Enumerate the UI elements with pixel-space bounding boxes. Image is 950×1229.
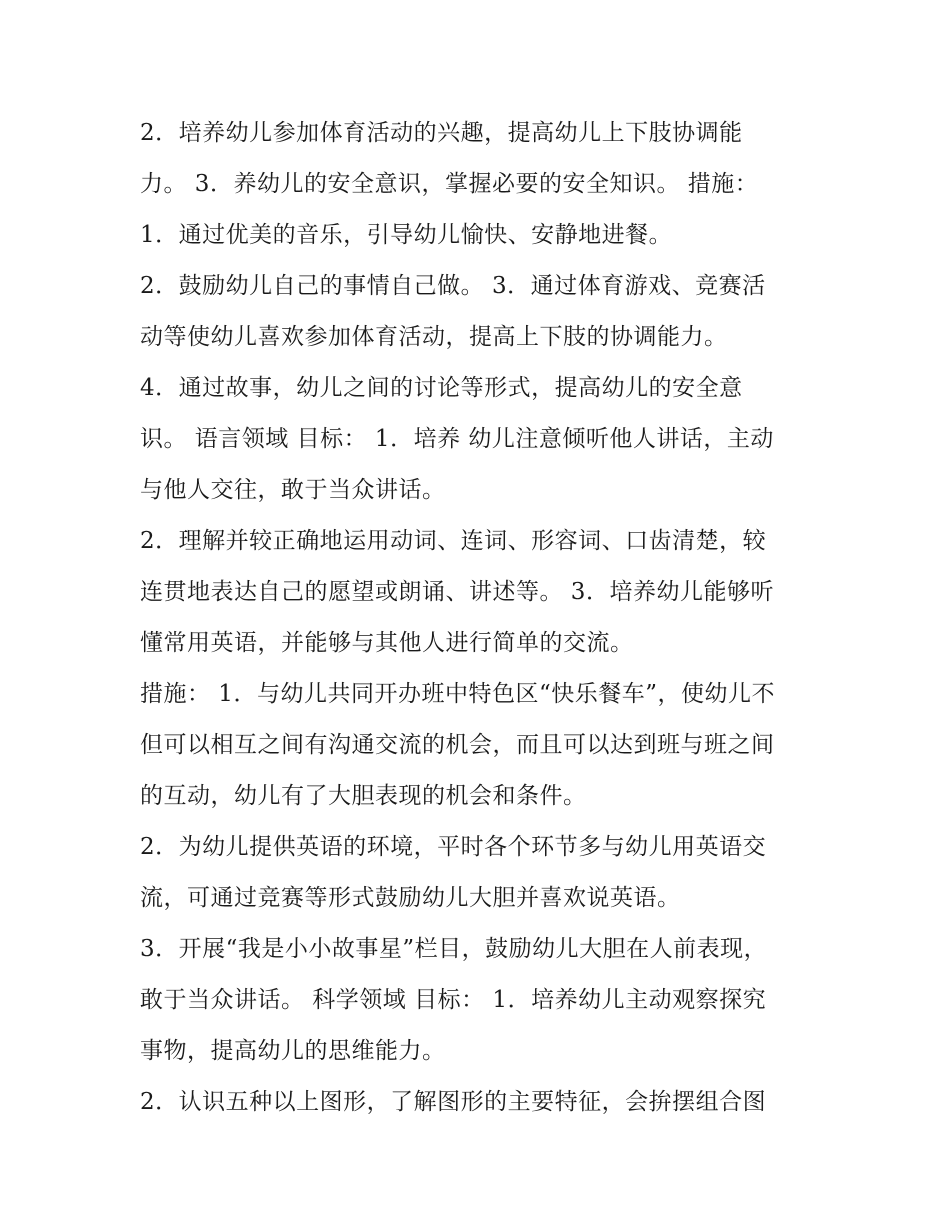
text-line: 2．理解并较正确地运用动词、连词、形容词、口齿清楚，较 <box>140 528 767 554</box>
text-line: 措施： 1．与幼儿共同开办班中特色区“快乐餐车”，使幼儿不 <box>140 681 775 707</box>
text-line: 事物，提高幼儿的思维能力。 <box>140 1038 446 1064</box>
text-line: 2．鼓励幼儿自己的事情自己做。 3．通过体育游戏、竞赛活 <box>140 273 766 299</box>
text-line: 懂常用英语，并能够与其他人进行简单的交流。 <box>140 630 634 656</box>
text-line: 的互动，幼儿有了大胆表现的机会和条件。 <box>140 783 587 809</box>
text-line: 但可以相互之间有沟通交流的机会，而且可以达到班与班之间 <box>140 732 775 758</box>
text-line: 与他人交往，敢于当众讲话。 <box>140 477 446 503</box>
text-line: 1．通过优美的音乐，引导幼儿愉快、安静地进餐。 <box>140 222 673 248</box>
text-line: 流，可通过竞赛等形式鼓励幼儿大胆并喜欢说英语。 <box>140 885 681 911</box>
text-line: 连贯地表达自己的愿望或朗诵、讲述等。 3．培养幼儿能够听 <box>140 579 774 605</box>
text-line: 2．认识五种以上图形，了解图形的主要特征，会拚摆组合图 <box>140 1089 767 1115</box>
text-line: 3．开展“我是小小故事星”栏目，鼓励幼儿大胆在人前表现， <box>140 936 768 962</box>
text-line: 4．通过故事，幼儿之间的讨论等形式，提高幼儿的安全意 <box>140 375 743 401</box>
text-line: 识。 语言领域 目标： 1．培养 幼儿注意倾听他人讲话，主动 <box>140 426 774 452</box>
text-line: 力。 3．养幼儿的安全意识，掌握必要的安全知识。 措施： <box>140 171 759 197</box>
text-line: 2．为幼儿提供英语的环境，平时各个环节多与幼儿用英语交 <box>140 834 767 860</box>
text-line: 动等使幼儿喜欢参加体育活动，提高上下肢的协调能力。 <box>140 324 728 350</box>
text-line: 2．培养幼儿参加体育活动的兴趣，提高幼儿上下肢协调能 <box>140 120 743 146</box>
document-body <box>140 108 820 1128</box>
text-line: 敢于当众讲话。 科学领域 目标： 1．培养幼儿主动观察探究 <box>140 987 767 1013</box>
